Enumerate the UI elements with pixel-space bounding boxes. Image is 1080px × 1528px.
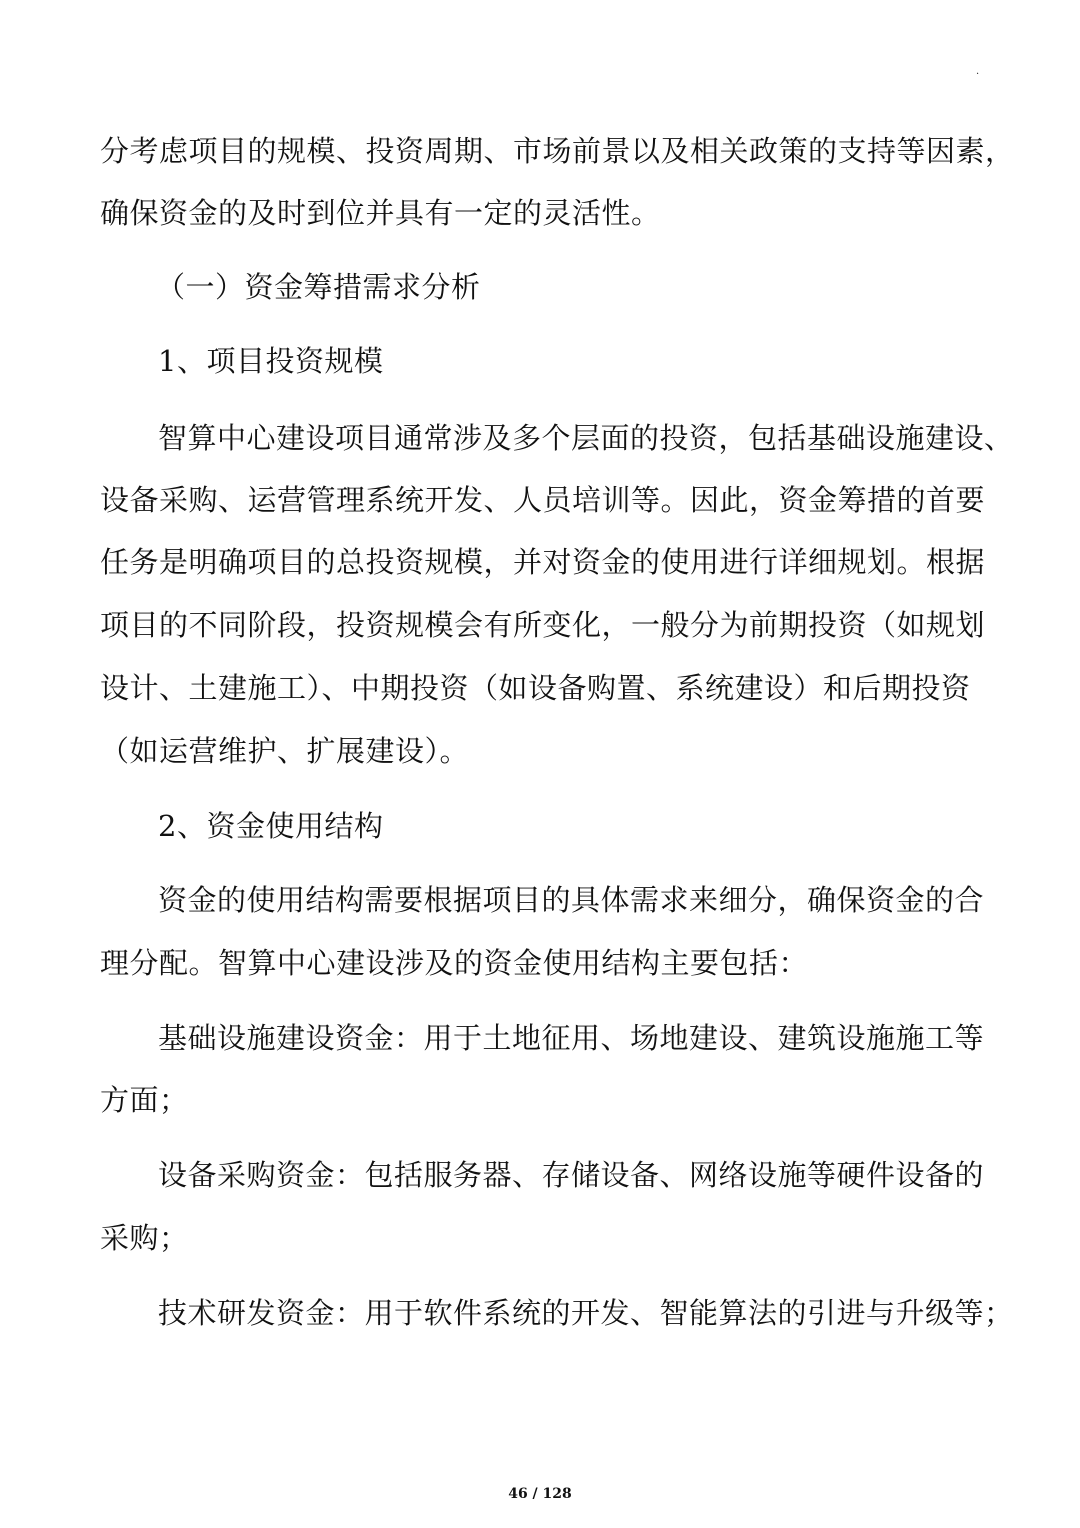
- subsection-heading: 1、项目投资规模: [158, 344, 384, 378]
- paragraph-line: 智算中心建设项目通常涉及多个层面的投资，包括基础设施建设、: [158, 421, 1014, 455]
- paragraph-line: 任务是明确项目的总投资规模，并对资金的使用进行详细规划。根据: [100, 545, 986, 579]
- paragraph-line: 基础设施建设资金：用于土地征用、场地建设、建筑设施施工等: [158, 1021, 985, 1055]
- paragraph-line: 技术研发资金：用于软件系统的开发、智能算法的引进与升级等；: [158, 1296, 1014, 1330]
- paragraph-line: 项目的不同阶段，投资规模会有所变化，一般分为前期投资（如规划: [100, 608, 986, 642]
- subsection-heading: 2、资金使用结构: [158, 809, 384, 843]
- paragraph-line: 分考虑项目的规模、投资周期、市场前景以及相关政策的支持等因素，: [100, 134, 1015, 168]
- paragraph-line: （如运营维护、扩展建设）。: [100, 734, 470, 768]
- paragraph-line: 采购；: [100, 1221, 189, 1255]
- paragraph-line: 确保资金的及时到位并具有一定的灵活性。: [100, 196, 661, 230]
- paragraph-line: 资金的使用结构需要根据项目的具体需求来细分，确保资金的合: [158, 883, 985, 917]
- section-heading: （一）资金筹措需求分析: [156, 270, 481, 304]
- paragraph-line: 理分配。智算中心建设涉及的资金使用结构主要包括：: [100, 946, 809, 980]
- paragraph-line: 设计、土建施工）、中期投资（如设备购置、系统建设）和后期投资: [100, 671, 971, 705]
- paragraph-line: 设备采购资金：包括服务器、存储设备、网络设施等硬件设备的: [158, 1158, 985, 1192]
- paragraph-line: 方面；: [100, 1083, 189, 1117]
- page-number: 46 / 128: [508, 1486, 572, 1502]
- corner-mark: ·: [976, 69, 980, 80]
- paragraph-line: 设备采购、运营管理系统开发、人员培训等。因此，资金筹措的首要: [100, 483, 986, 517]
